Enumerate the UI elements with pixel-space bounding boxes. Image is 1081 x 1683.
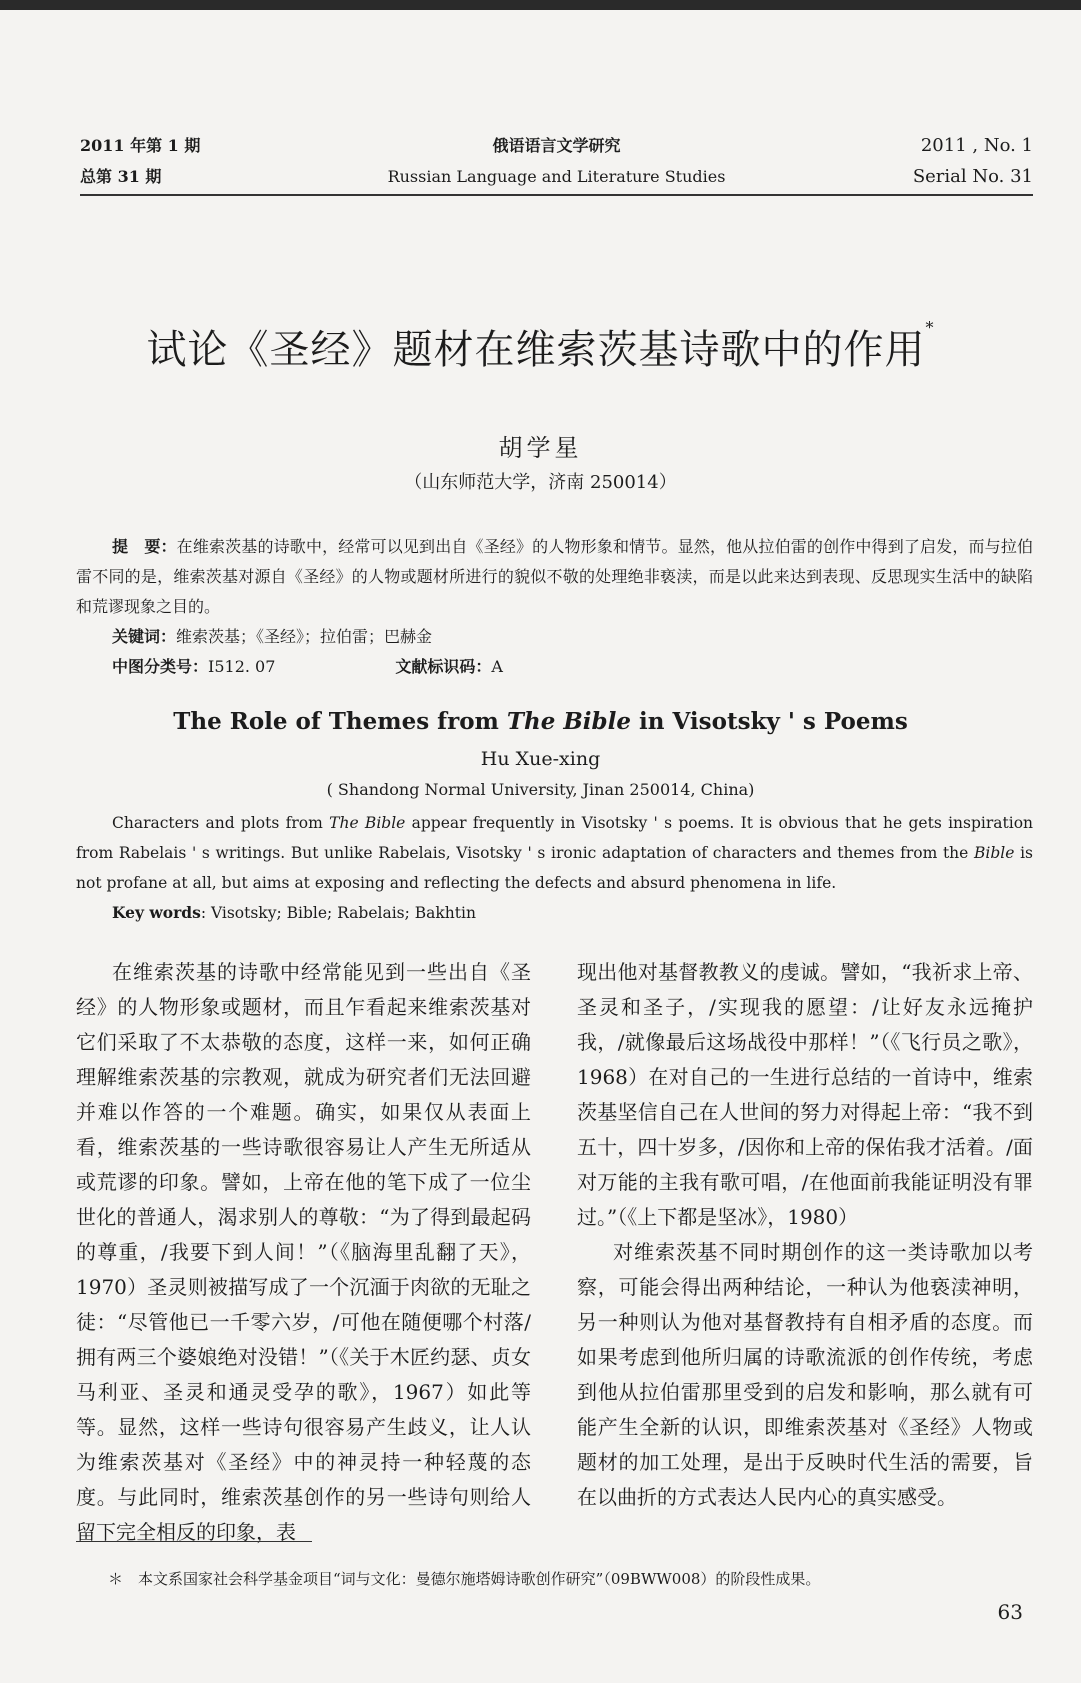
header-rule: [80, 194, 1033, 196]
author-name: 胡学星: [498, 434, 583, 462]
serial-number-en: Serial No. 31: [912, 166, 1033, 187]
article-title-text: 试论《圣经》题材在维索茨基诗歌中的作用: [146, 327, 926, 373]
running-header: [80, 130, 1033, 195]
abstract-en-italic: Bible: [974, 844, 1015, 862]
abstract-text: 在维索茨基的诗歌中，经常可以见到出自《圣经》的人物形象和情节。显然，他从拉伯雷的创作中得到了启发，而与拉伯雷不同的是，维索茨基对源自《圣经》的人物或题材所进行的貌似不敬的处理绝非亵渎，而是以此来达到表现、反思现实生活中的缺陷和荒谬现象之目的。: [76, 537, 1033, 616]
keywords-en-label: Key words: [112, 903, 201, 922]
journal-name: [80, 130, 1033, 192]
issue-info-en: [913, 130, 1033, 192]
footnote: ＊ 本文系国家社会科学基金项目“词与文化：曼德尔施塔姆诗歌创作研究”（09BWW008）的阶段性成果。: [108, 1570, 821, 1588]
body-paragraph: 现出他对基督教教义的虔诚。譬如，“我祈求上帝、圣灵和圣子，/实现我的愿望：/让好友永远掩护我，/就像最后这场战役中那样！”（《飞行员之歌》，1968）在对自己的一生进行总结的一首诗中，维索茨基坚信自己在人世间的努力对得起上帝：“我不到五十，四十岁多，/因你和上帝的保佑我才活着。/面对万能的主我有歌可唱，/在他面前我能证明没有罪过。”（《上下都是坚冰》，1980）: [577, 960, 1033, 1229]
abstract-en-text: is not profane at all, but aims at exposing and reflecting the defects and absurd phenomena in life.: [76, 844, 1034, 892]
keywords-label: 关键词：: [112, 627, 177, 646]
author-affiliation: （山东师范大学，济南 250014）: [404, 472, 677, 493]
english-affiliation: ( Shandong Normal University, Jinan 250014, China): [326, 780, 755, 799]
clc-label: 中图分类号：: [112, 657, 209, 676]
issue-number-en: 2011 , No. 1: [920, 135, 1033, 156]
abstract-label: 提 要：: [112, 537, 177, 556]
abstract-cn: [76, 532, 1033, 682]
footnote-rule: [76, 1541, 312, 1542]
issue-number: 2011 年第 1 期: [80, 136, 201, 155]
body-paragraph: 对维索茨基不同时期创作的这一类诗歌加以考察，可能会得出两种结论，一种认为他亵渎神明，另一种则认为他对基督教持有自相矛盾的态度。而如果考虑到他所归属的诗歌流派的创作传统，考虑到他从拉伯雷那里受到的启发和影响，那么就有可能产生全新的认识，即维索茨基对《圣经》人物或题材的加工处理，是出于反映时代生活的需要，旨在以曲折的方式表达人民内心的真实感受。: [577, 1240, 1033, 1509]
english-title: [0, 708, 1081, 735]
journal-name-en: Russian Language and Literature Studies: [387, 167, 726, 186]
doc-code: A: [491, 657, 503, 676]
serial-number-cn: 总第 31 期: [80, 167, 162, 186]
abstract-en-italic: The Bible: [329, 814, 406, 832]
english-title-italic: The Bible: [506, 708, 631, 735]
page-number: 63: [997, 1600, 1023, 1624]
english-title-part: in Visotsky ' s Poems: [631, 708, 908, 735]
clc-number: I512. 07: [208, 657, 276, 676]
keywords-en: : Visotsky; Bible; Rabelais; Bakhtin: [200, 904, 476, 922]
doc-code-label: 文献标识码：: [395, 657, 492, 676]
footnote-marker: *: [925, 318, 935, 337]
abstract-en-text: appear frequently in Visotsky ' s poems. It is obvious that he gets inspiration from Rabelais ' s writings. But unlike Rabelais, Visotsky ' s ironic adaptation of characters and themes from the: [76, 814, 1034, 862]
english-author: Hu Xue-xing: [480, 748, 601, 770]
english-title-part: The Role of Themes from: [173, 708, 507, 735]
abstract-en: [76, 808, 1033, 928]
article-title: [0, 318, 1081, 375]
keywords: 维索茨基；《圣经》；拉伯雷；巴赫金: [176, 627, 433, 646]
abstract-en-text: Characters and plots from: [112, 814, 330, 832]
scan-edge: [0, 0, 1081, 10]
body-paragraph: 在维索茨基的诗歌中经常能见到一些出自《圣经》的人物形象或题材，而且乍看起来维索茨基对它们采取了不太恭敬的态度，这样一来，如何正确理解维索茨基的宗教观，就成为研究者们无法回避并难以作答的一个难题。确实，如果仅从表面上看，维索茨基的一些诗歌很容易让人产生无所适从或荒谬的印象。譬如，上帝在他的笔下成了一位尘世化的普通人，渴求别人的尊敬：“为了得到最起码的尊重，/我要下到人间！”（《脑海里乱翻了天》，1970）圣灵则被描写成了一个沉湎于肉欲的无耻之徒：“尽管他已一千零六岁，/可他在随便哪个村落/拥有两三个婆娘绝对没错！”（《关于木匠约瑟、贞女马利亚、圣灵和通灵受孕的歌》，1967）如此等等。显然，这样一些诗句很容易产生歧义，让人认为维索茨基对《圣经》中的神灵持一种轻蔑的态度。与此同时，维索茨基创作的另一些诗句则给人留下完全相反的印象，表: [76, 960, 531, 1544]
body-column-right: [577, 955, 1033, 1515]
journal-name-cn: 俄语语言文学研究: [492, 136, 621, 155]
body-column-left: [76, 955, 531, 1550]
